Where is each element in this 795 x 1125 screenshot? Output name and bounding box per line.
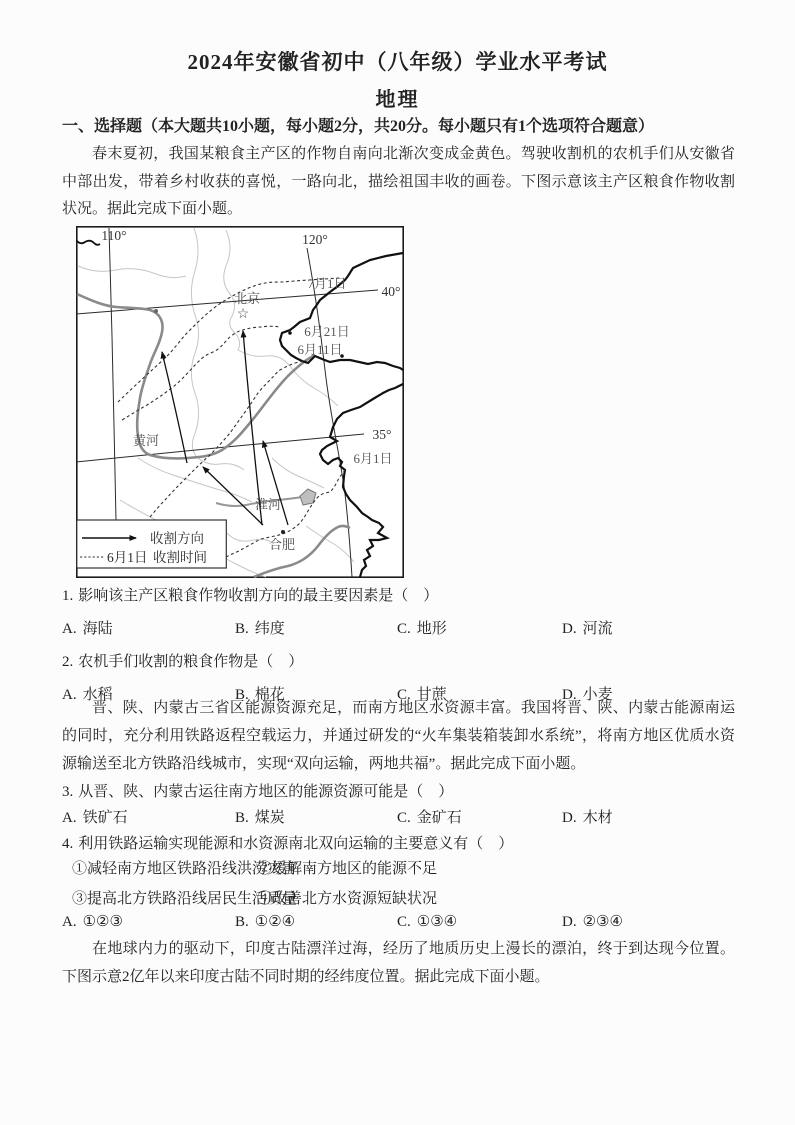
option-4a: A. ①②③ (62, 914, 123, 930)
question-1-stem (62, 584, 742, 605)
option-3a: A. 铁矿石 (62, 810, 128, 826)
option-1a: A. 海陆 (62, 621, 113, 637)
option-1c: C. 地形 (397, 621, 447, 637)
option-1d: D. 河流 (562, 621, 613, 637)
label-iso-jun21: 6月21日 (304, 324, 350, 339)
label-huai-river: 淮河 (254, 497, 282, 512)
page-subject: 地理 (375, 89, 420, 111)
question-3-options (62, 806, 742, 827)
question-2-stem (62, 650, 742, 671)
question-4-text: 利用铁路运输实现能源和水资源南北双向运输的主要意义有（ ） (78, 836, 514, 852)
label-hefei: 合肥 (268, 537, 296, 552)
question-3-stem (62, 780, 742, 801)
subitem-4: ④改善北方水资源短缺状况 (257, 891, 438, 907)
question-4-stem (62, 832, 742, 853)
option-4b: B. ①②④ (235, 914, 296, 930)
option-2a: A. 水稻 (62, 687, 113, 703)
option-4d: D. ②③④ (562, 914, 623, 930)
question-4-subitems-row2 (62, 887, 752, 908)
question-3-number: 3. (62, 784, 74, 800)
option-3d: D. 木材 (562, 810, 613, 826)
label-iso-jun1: 6月1日 (353, 451, 393, 466)
label-lon-120: 120° (302, 232, 328, 247)
question-1-number: 1. (62, 588, 74, 604)
passage-2: 晋、陕、内蒙古三省区能源资源充足，而南方地区水资源丰富。我国将晋、陕、内蒙古能源南运的同时，充分利用铁路返程空载运力，并通过研发的“火车集装箱装卸水系统”，将南方地区优质水资源输送至北方铁路沿线城市，实现“双向运输，两地共福”。据此完成下面小题。 (62, 700, 735, 772)
question-1-options (62, 617, 742, 638)
label-lat-40: 40° (381, 284, 401, 299)
question-3-text: 从晋、陕、内蒙古运往南方地区的能源资源可能是（ ） (78, 784, 454, 800)
section-header: 一、选择题（本大题共10小题，每小题2分，共20分。每小题只有1个选项符合题意） (62, 118, 655, 135)
legend-arrow-label: 收割方向 (150, 531, 204, 546)
beijing-star-icon: ☆ (236, 307, 250, 322)
map-legend (77, 520, 227, 568)
question-4-subitems-row1 (62, 857, 752, 878)
subitem-2: ②缓解南方地区的能源不足 (257, 861, 438, 877)
label-iso-jun11: 6月11日 (297, 342, 343, 357)
option-3b: B. 煤炭 (235, 810, 285, 826)
question-2-number: 2. (62, 654, 74, 670)
label-iso-jul1: 7月1日 (307, 276, 347, 291)
question-4-number: 4. (62, 836, 74, 852)
passage-1: 春末夏初，我国某粮食主产区的作物自南向北渐次变成金黄色。驾驶收割机的农机手们从安徽省中部出发，带着乡村收获的喜悦，一路向北，描绘祖国丰收的画卷。下图示意该主产区粮食作物收割状况。据此完成下面小题。 (62, 146, 735, 217)
subitem-1: ①减轻南方地区铁路沿线洪涝灾害 (72, 861, 298, 877)
question-2-text: 农机手们收割的粮食作物是（ ） (78, 654, 304, 670)
label-yellow-river: 黄河 (132, 433, 160, 448)
legend-dash-label: 收割时间 (153, 550, 207, 565)
option-1b: B. 纬度 (235, 621, 285, 637)
passage-3: 在地球内力的驱动下，印度古陆漂洋过海，经历了地质历史上漫长的漂泊，终于到达现今位置。下图示意2亿年以来印度古陆不同时期的经纬度位置。据此完成下面小题。 (62, 941, 735, 985)
option-2d: D. 小麦 (562, 687, 613, 703)
option-4c: C. ①③④ (397, 914, 458, 930)
hefei-dot (281, 530, 285, 534)
label-lon-110: 110° (101, 228, 127, 243)
dot-jun21 (288, 331, 292, 335)
label-lat-35: 35° (372, 427, 392, 442)
river-city-dot (154, 309, 158, 313)
question-4-options (62, 912, 742, 931)
option-2b: B. 棉花 (235, 687, 285, 703)
page-title: 2024年安徽省初中（八年级）学业水平考试 (187, 50, 608, 74)
question-1-text: 影响该主产区粮食作物收割方向的最主要因素是（ ） (78, 588, 439, 604)
harvest-map-figure (76, 226, 404, 578)
legend-dash-date: 6月1日 (107, 550, 148, 565)
label-beijing: 北京 (233, 291, 261, 306)
subitem-3: ③提高北方铁路沿线居民生活质量 (72, 891, 298, 907)
option-3c: C. 金矿石 (397, 810, 462, 826)
option-2c: C. 甘蔗 (397, 687, 447, 703)
